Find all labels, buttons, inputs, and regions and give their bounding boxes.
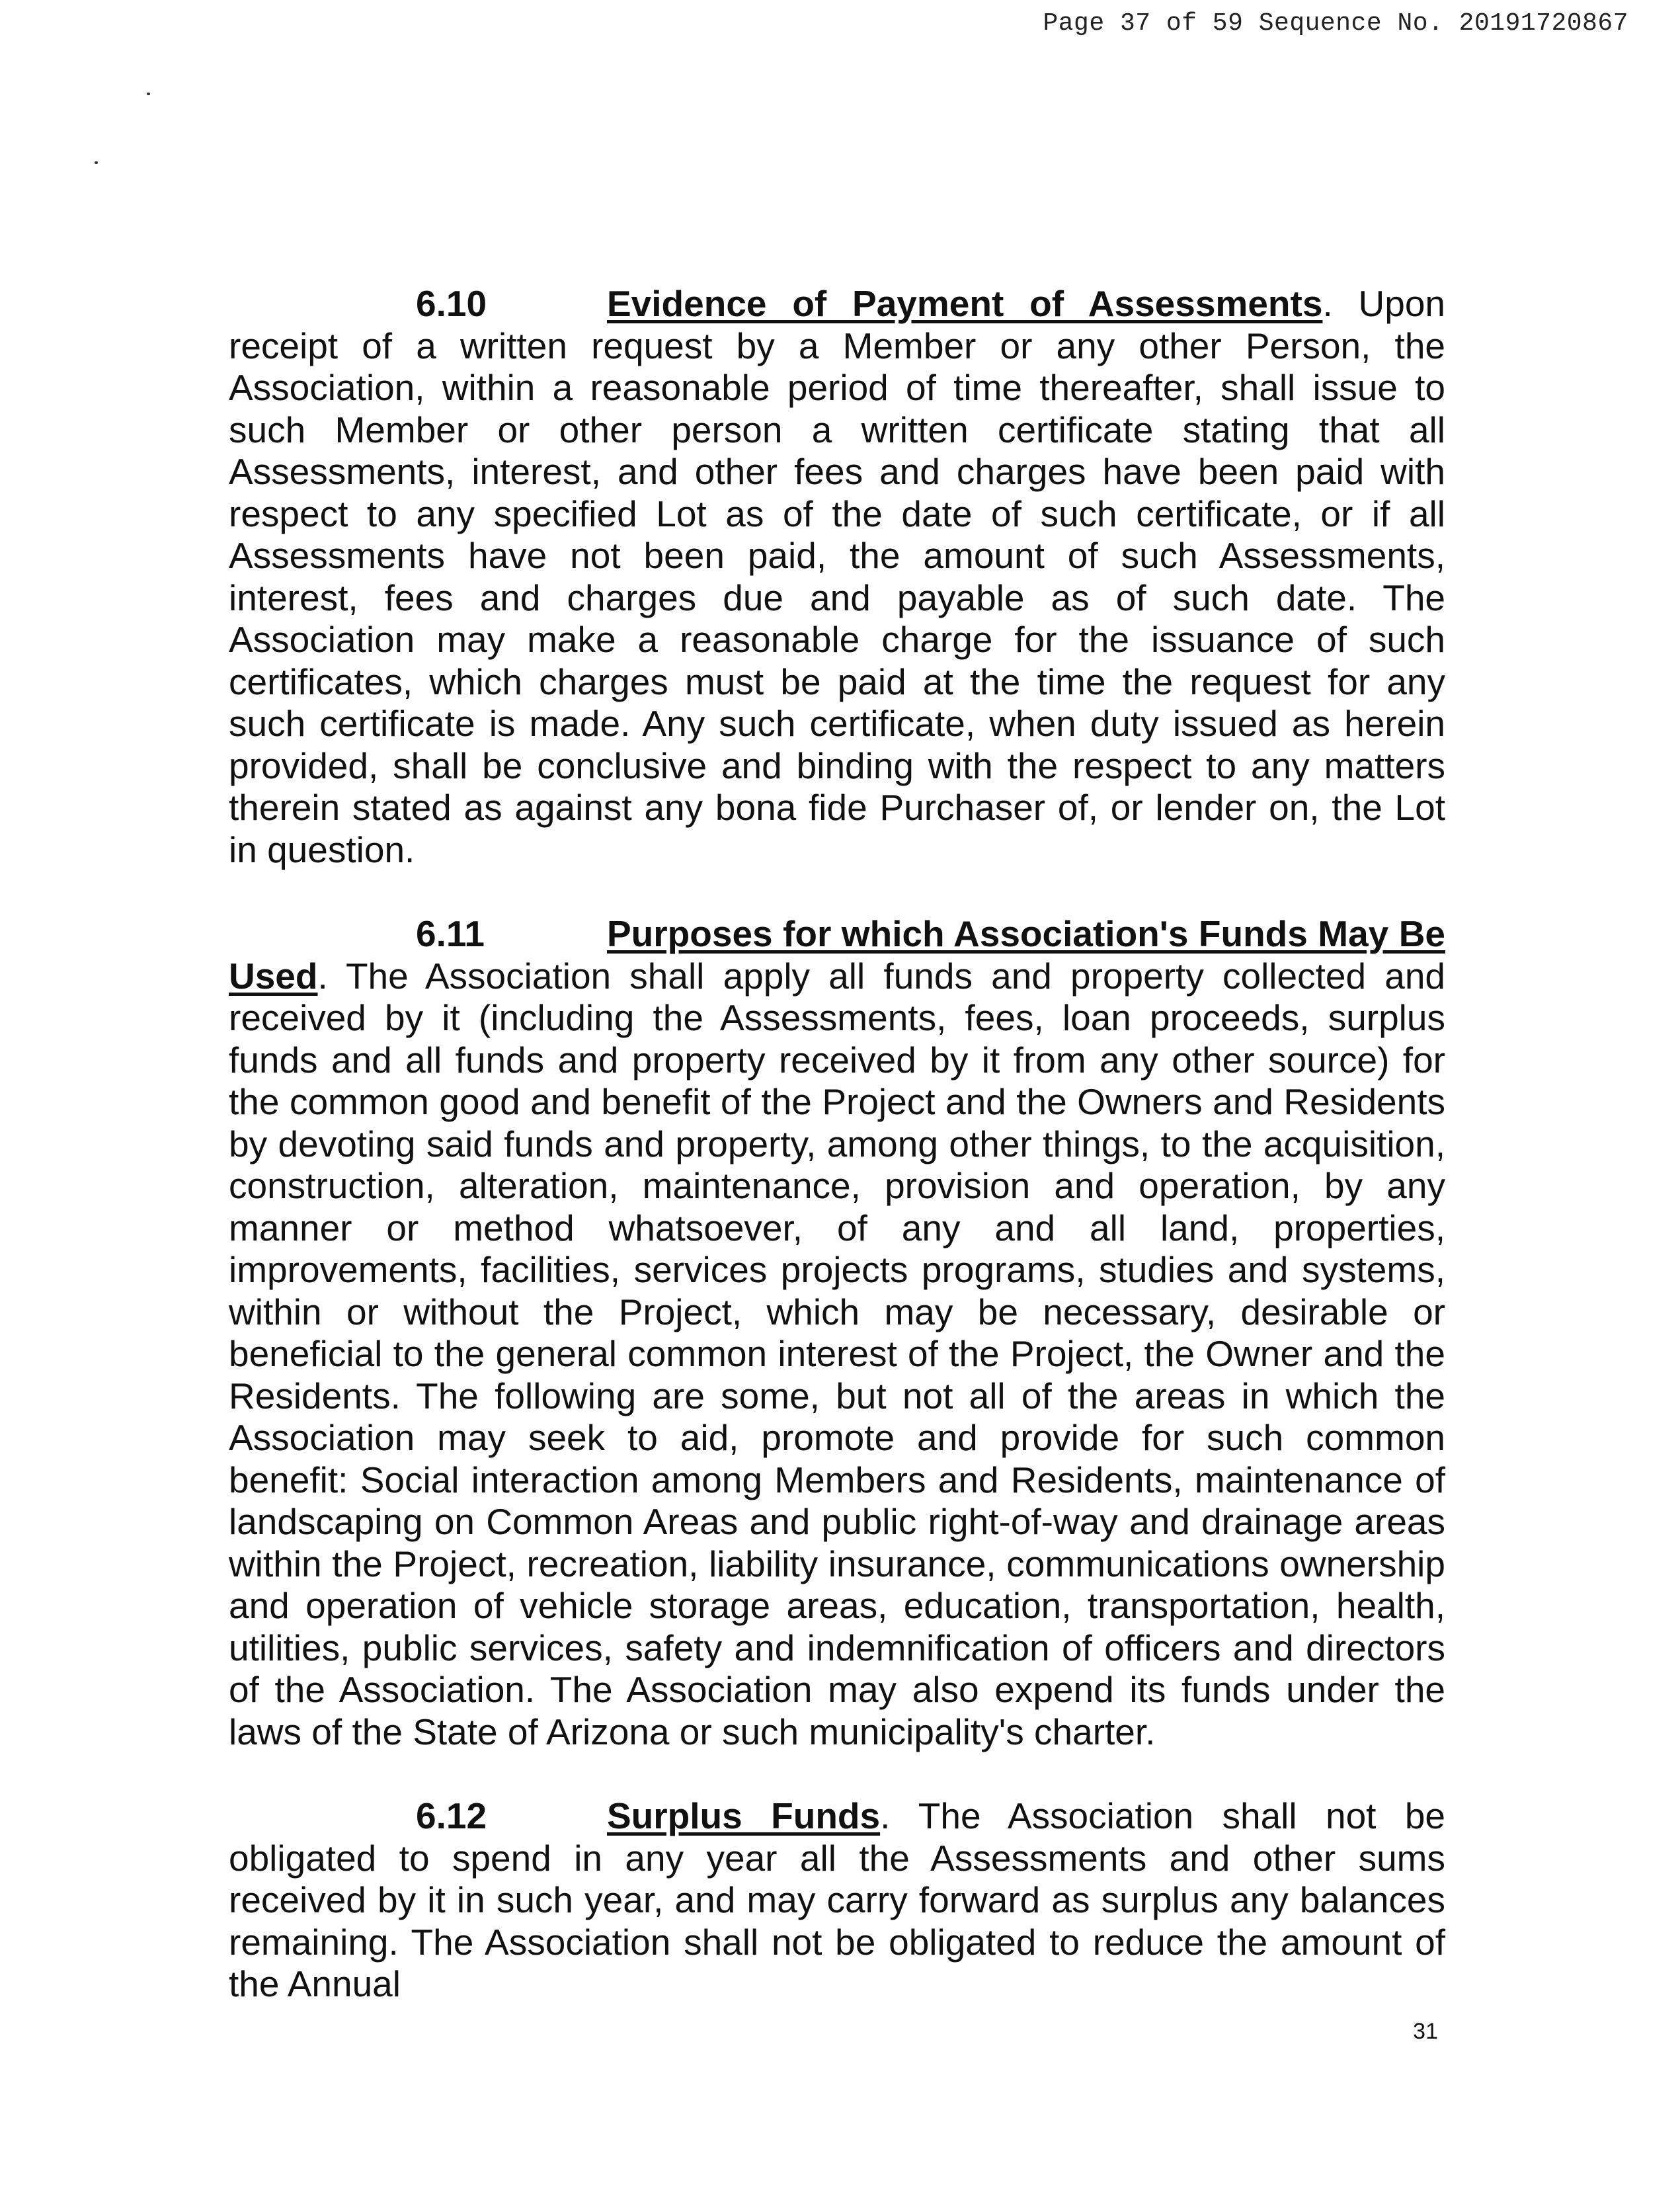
section-title: Purposes for which Association's Funds May Be Used [229,913,1445,997]
page-number: 31 [1413,2019,1438,2044]
section-6-10 [229,283,1445,871]
section-text: . The Association shall apply all funds and property collected and received by it (including the Assessments, fees, loan proceeds, surplus funds and all funds and property received by it from any other source) for the common good and benefit of the Project and the Owners and Residents by devoting said funds and property, among other things, to the acquisition, construction, alteration, maintenance, provision and operation, by any manner or method whatsoever, of any and all land, properties, improvements, facilities, services projects programs, studies and systems, within or without the Project, which may be necessary, desirable or beneficial to the general common interest of the Project, the Owner and the Residents. The following are some, but not all of the areas in which the Association may seek to aid, promote and provide for such common benefit: Social interaction among Members and Residents, maintenance of landscaping on Common Areas and public right-of-way and drainage areas within the Project, recreation, liability insurance, communications ownership and operation of vehicle storage areas, education, transportation, health, utilities, public services, safety and indemnification of officers and directors of the Association. The Association may also expend its funds under the laws of the State of Arizona or such municipality's charter. [229,955,1445,1752]
section-number: 6.11 [416,913,485,954]
document-body [229,283,1445,2048]
section-number: 6.10 [416,283,487,324]
section-title: Surplus Funds [607,1795,881,1836]
scan-speck [95,161,98,164]
section-number: 6.12 [416,1795,487,1836]
section-6-11 [229,913,1445,1753]
scan-speck [147,93,150,95]
section-text: . Upon receipt of a written request by a Member or any other Person, the Association, within a reasonable period of time thereafter, shall issue to such Member or other person a written certificate stating that all Assessments, interest, and other fees and charges have been paid with respect to any specified Lot as of the date of such certificate, or if all Assessments have not been paid, the amount of such Assessments, interest, fees and charges due and payable as of such date. The Association may make a reasonable charge for the issuance of such certificates, which charges must be paid at the time the request for any such certificate is made. Any such certificate, when duty issued as herein provided, shall be conclusive and binding with the respect to any matters therein stated as against any bona fide Purchaser of, or lender on, the Lot in question. [229,283,1446,870]
section-title: Evidence of Payment of Assessments [607,283,1323,324]
page-sequence-header: Page 37 of 59 Sequence No. 20191720867 [1043,9,1628,38]
section-text: . The Association shall not be obligated to spend in any year all the Assessments and other sums received by it in such year, and may carry forward as surplus any balances remaining. The Association shall not be obligated to reduce the amount of the Annual [229,1795,1445,2004]
section-6-12 [229,1795,1445,2006]
